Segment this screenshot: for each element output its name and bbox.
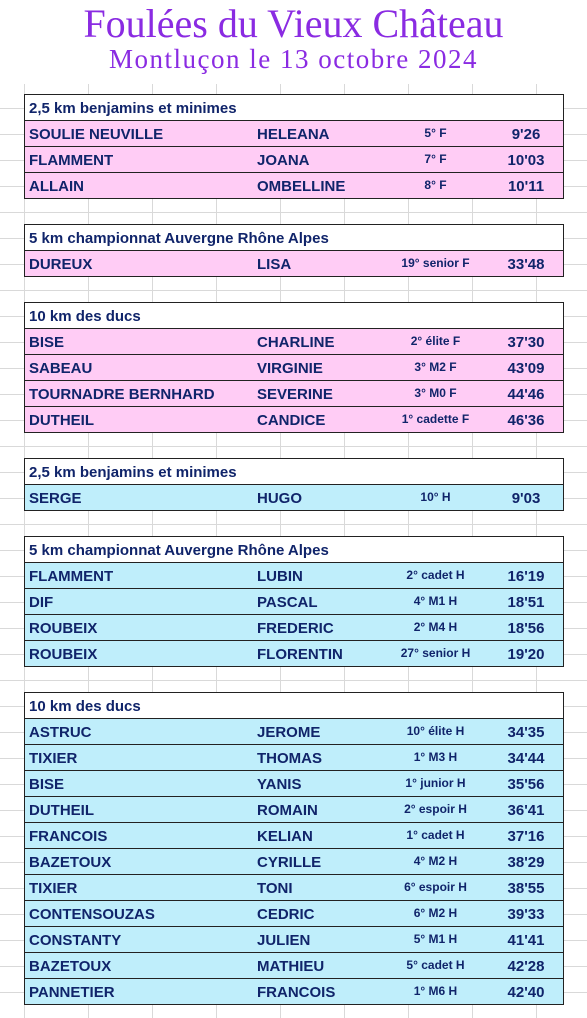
last-name: ROUBEIX [29,646,98,663]
result-row [25,641,563,667]
results-section-men-5km [24,536,564,667]
result-row [25,329,563,355]
category-rank: 6° M2 H [413,906,458,920]
results-section-women-10km [24,302,564,433]
category-rank: 4° M1 H [413,594,458,608]
result-row [25,953,563,979]
result-row [25,147,563,173]
result-row [25,849,563,875]
category-rank: 3° M0 F [414,386,457,400]
category-rank: 4° M2 H [413,854,458,868]
last-name: DIF [29,594,54,611]
category-rank: 6° espoir H [404,880,467,894]
result-row [25,979,563,1005]
category-rank: 2° espoir H [404,802,467,816]
last-name: DUTHEIL [29,802,94,819]
category-rank: 1° cadet H [406,828,465,842]
first-name: CEDRIC [257,906,315,923]
category-rank: 2° M4 H [413,620,458,634]
finish-time: 36'41 [507,802,545,819]
category-rank: 1° junior H [405,776,466,790]
last-name: SERGE [29,490,82,507]
first-name: JULIEN [257,932,311,949]
result-row [25,927,563,953]
last-name: FLAMMENT [29,152,114,169]
last-name: PANNETIER [29,984,115,1001]
category-rank: 3° M2 F [414,360,457,374]
category-rank: 5° cadet H [406,958,465,972]
finish-time: 37'30 [507,334,545,351]
result-row [25,251,563,277]
results-section-men-10km [24,692,564,1005]
last-name: CONTENSOUZAS [29,906,155,923]
finish-time: 39'33 [507,906,545,923]
first-name: HELEANA [257,126,330,143]
result-row [25,121,563,147]
last-name: BISE [29,334,65,351]
result-row [25,771,563,797]
first-name: LISA [257,256,292,273]
result-row [25,901,563,927]
page-subtitle: Montluçon le 13 octobre 2024 [109,44,478,74]
result-row [25,563,563,589]
finish-time: 16'19 [507,568,545,585]
result-row [25,719,563,745]
first-name: JEROME [257,724,321,741]
first-name: ROMAIN [257,802,318,819]
last-name: BISE [29,776,65,793]
category-rank: 7° F [424,152,447,166]
result-row [25,875,563,901]
category-rank: 5° M1 H [413,932,458,946]
last-name: ALLAIN [29,178,84,195]
first-name: CYRILLE [257,854,322,871]
last-name: BAZETOUX [29,854,112,871]
last-name: SOULIE NEUVILLE [29,126,164,143]
first-name: CHARLINE [257,334,335,351]
last-name: DUTHEIL [29,412,94,429]
last-name: DUREUX [29,256,93,273]
last-name: ROUBEIX [29,620,98,637]
last-name: ASTRUC [29,724,92,741]
last-name: SABEAU [29,360,93,377]
document-header [0,0,587,84]
first-name: KELIAN [257,828,313,845]
first-name: TONI [257,880,293,897]
category-rank: 10° élite H [406,724,465,738]
finish-time: 9'26 [511,126,541,143]
finish-time: 42'40 [507,984,545,1001]
first-name: VIRGINIE [257,360,323,377]
result-row [25,485,563,511]
finish-time: 34'35 [507,724,545,741]
first-name: YANIS [257,776,302,793]
first-name: SEVERINE [257,386,333,403]
result-row [25,407,563,433]
section-title: 2,5 km benjamins et minimes [25,95,563,121]
last-name: FLAMMENT [29,568,114,585]
section-title: 2,5 km benjamins et minimes [25,459,563,485]
finish-time: 38'29 [507,854,545,871]
finish-time: 42'28 [507,958,545,975]
page-title: Foulées du Vieux Château [83,1,504,46]
category-rank: 2° élite F [410,334,461,348]
last-name: CONSTANTY [29,932,122,949]
finish-time: 41'41 [507,932,545,949]
section-title: 5 km championnat Auvergne Rhône Alpes [25,537,563,563]
first-name: FREDERIC [257,620,334,637]
last-name: TOURNADRE BERNHARD [29,386,215,403]
section-title: 10 km des ducs [25,303,563,329]
finish-time: 10'03 [507,152,545,169]
result-row [25,589,563,615]
last-name: BAZETOUX [29,958,112,975]
finish-time: 35'56 [507,776,545,793]
finish-time: 10'11 [507,178,545,195]
first-name: OMBELLINE [257,178,346,195]
category-rank: 8° F [424,178,447,192]
finish-time: 46'36 [507,412,545,429]
last-name: FRANCOIS [29,828,108,845]
finish-time: 37'16 [507,828,545,845]
section-title: 5 km championnat Auvergne Rhône Alpes [25,225,563,251]
last-name: TIXIER [29,880,78,897]
category-rank: 27° senior H [400,646,471,660]
finish-time: 34'44 [507,750,545,767]
category-rank: 5° F [424,126,447,140]
results-section-men-2-5km [24,458,564,511]
result-row [25,823,563,849]
finish-time: 18'51 [507,594,545,611]
category-rank: 19° senior F [401,256,470,270]
finish-time: 19'20 [507,646,545,663]
category-rank: 2° cadet H [406,568,465,582]
first-name: HUGO [257,490,302,507]
category-rank: 1° M3 H [413,750,458,764]
finish-time: 38'55 [507,880,545,897]
finish-time: 33'48 [507,256,545,273]
first-name: MATHIEU [257,958,325,975]
result-row [25,615,563,641]
category-rank: 10° H [420,490,451,504]
finish-time: 44'46 [507,386,545,403]
result-row [25,173,563,199]
first-name: JOANA [257,152,310,169]
last-name: TIXIER [29,750,78,767]
first-name: CANDICE [257,412,326,429]
first-name: FLORENTIN [257,646,343,663]
finish-time: 43'09 [507,360,545,377]
result-row [25,797,563,823]
finish-time: 18'56 [507,620,545,637]
section-title: 10 km des ducs [25,693,563,719]
result-row [25,355,563,381]
first-name: THOMAS [257,750,322,767]
first-name: FRANCOIS [257,984,336,1001]
first-name: PASCAL [257,594,318,611]
result-row [25,381,563,407]
finish-time: 9'03 [511,490,541,507]
first-name: LUBIN [257,568,303,585]
category-rank: 1° cadette F [401,412,470,426]
results-section-women-2-5km [24,94,564,199]
category-rank: 1° M6 H [413,984,458,998]
result-row [25,745,563,771]
results-section-women-5km [24,224,564,277]
